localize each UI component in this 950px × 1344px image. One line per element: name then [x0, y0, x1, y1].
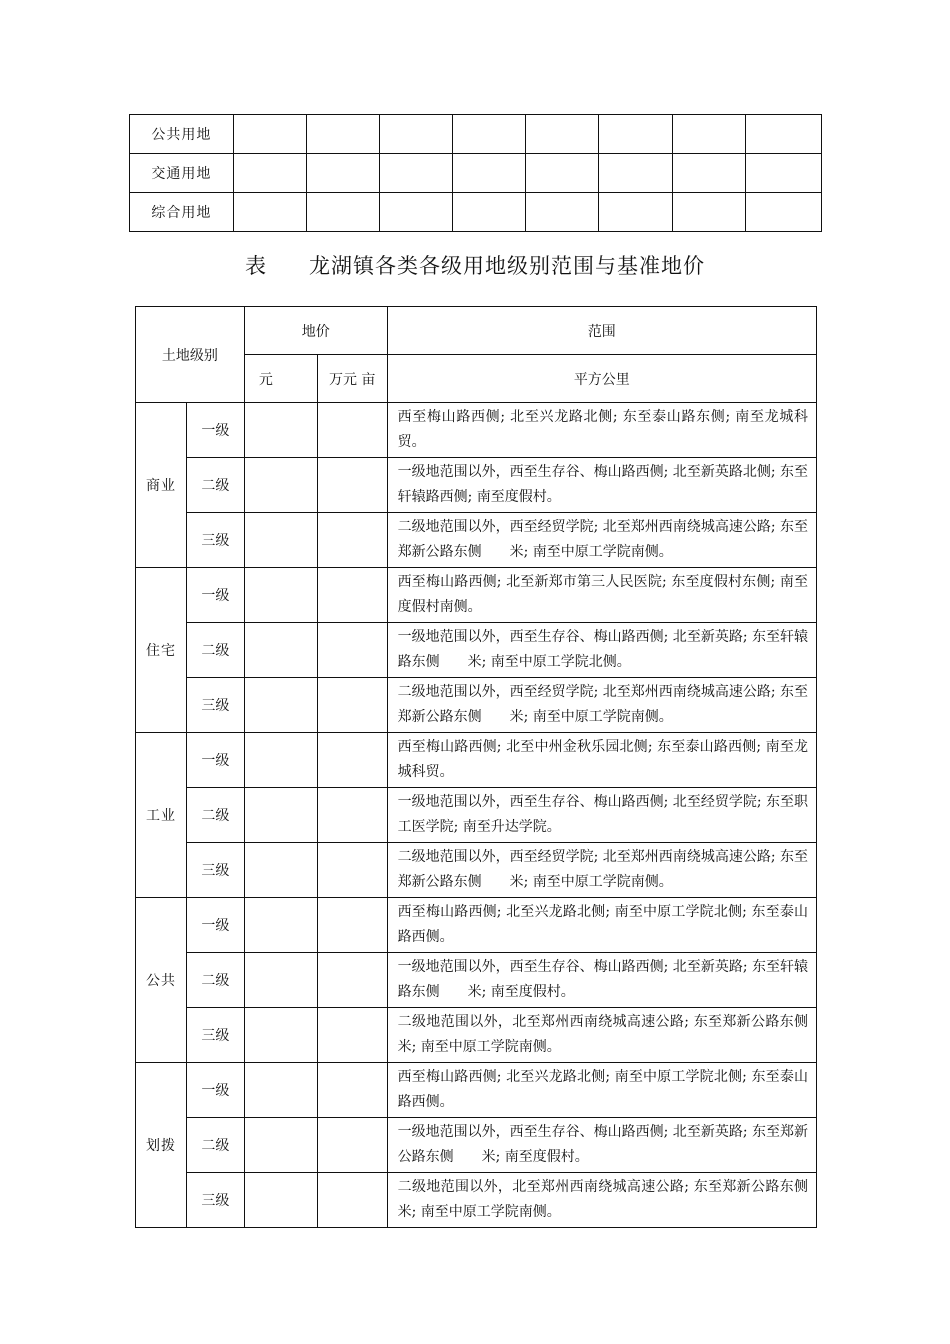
range-cell: 一级地范围以外，西至生存谷、梅山路西侧; 北至新英路; 东至轩辕路东侧 米; 南至度假村。 — [387, 953, 816, 1008]
top-table-empty-cell — [673, 115, 746, 154]
table-row — [136, 513, 817, 568]
top-table-empty-cell — [452, 115, 526, 154]
range-cell: 西至梅山路西侧; 北至兴龙路北侧; 南至中原工学院北侧; 东至泰山路西侧。 — [387, 1063, 816, 1118]
price-wan-cell — [317, 513, 387, 568]
price-yuan-cell — [244, 458, 317, 513]
range-cell: 一级地范围以外，西至生存谷、梅山路西侧; 北至新英路; 东至郑新公路东侧 米; 南至度假村。 — [387, 1118, 816, 1173]
range-cell: 二级地范围以外，西至经贸学院; 北至郑州西南绕城高速公路; 东至郑新公路东侧 米; 南至中原工学院南侧。 — [387, 513, 816, 568]
price-yuan-cell — [244, 403, 317, 458]
price-yuan-cell — [244, 898, 317, 953]
grade-cell: 二级 — [186, 623, 244, 678]
table-row — [136, 843, 817, 898]
top-table-row — [130, 154, 822, 193]
grade-cell: 一级 — [186, 403, 244, 458]
table-row — [136, 678, 817, 733]
price-wan-cell — [317, 678, 387, 733]
top-table-empty-cell — [526, 193, 599, 232]
top-table-empty-cell — [526, 115, 599, 154]
grade-cell: 三级 — [186, 1173, 244, 1228]
price-wan-cell — [317, 953, 387, 1008]
range-cell: 一级地范围以外，西至生存谷、梅山路西侧; 北至新英路; 东至轩辕路东侧 米; 南至中原工学院北侧。 — [387, 623, 816, 678]
header-unit-yuan: 元 — [244, 355, 317, 403]
grade-cell: 一级 — [186, 1063, 244, 1118]
price-wan-cell — [317, 1173, 387, 1228]
grade-cell: 二级 — [186, 458, 244, 513]
top-table-empty-cell — [599, 115, 673, 154]
table-row — [136, 733, 817, 788]
table-row — [136, 953, 817, 1008]
price-yuan-cell — [244, 953, 317, 1008]
range-cell: 西至梅山路西侧; 北至兴龙路北侧; 东至泰山路东侧; 南至龙城科贸。 — [387, 403, 816, 458]
top-table-empty-cell — [599, 193, 673, 232]
price-wan-cell — [317, 1008, 387, 1063]
price-yuan-cell — [244, 1008, 317, 1063]
top-table-empty-cell — [746, 154, 822, 193]
land-grade-price-table — [135, 306, 836, 1228]
table-row — [136, 1118, 817, 1173]
price-yuan-cell — [244, 1063, 317, 1118]
range-cell: 二级地范围以外，北至郑州西南绕城高速公路; 东至郑新公路东侧 米; 南至中原工学院南侧。 — [387, 1173, 816, 1228]
top-table-empty-cell — [526, 154, 599, 193]
header-land-grade: 土地级别 — [136, 307, 245, 403]
range-cell: 西至梅山路西侧; 北至兴龙路北侧; 南至中原工学院北侧; 东至泰山路西侧。 — [387, 898, 816, 953]
price-wan-cell — [317, 788, 387, 843]
grade-cell: 三级 — [186, 1008, 244, 1063]
price-wan-cell — [317, 733, 387, 788]
category-cell: 公共 — [136, 898, 187, 1063]
table-row — [136, 1063, 817, 1118]
range-cell: 二级地范围以外，北至郑州西南绕城高速公路; 东至郑新公路东侧 米; 南至中原工学院南侧。 — [387, 1008, 816, 1063]
header-price: 地价 — [244, 307, 387, 355]
price-yuan-cell — [244, 513, 317, 568]
price-wan-cell — [317, 568, 387, 623]
range-cell: 西至梅山路西侧; 北至中州金秋乐园北侧; 东至泰山路西侧; 南至龙城科贸。 — [387, 733, 816, 788]
top-table-empty-cell — [452, 193, 526, 232]
header-unit-area: 平方公里 — [387, 355, 816, 403]
top-table-empty-cell — [379, 154, 452, 193]
grade-cell: 二级 — [186, 953, 244, 1008]
category-cell: 商业 — [136, 403, 187, 568]
category-cell: 住宅 — [136, 568, 187, 733]
table-row — [136, 568, 817, 623]
range-cell: 西至梅山路西侧; 北至新郑市第三人民医院; 东至度假村东侧; 南至度假村南侧。 — [387, 568, 816, 623]
top-table-row — [130, 193, 822, 232]
table-title-prefix: 表 — [245, 254, 267, 278]
top-table-empty-cell — [673, 193, 746, 232]
grade-cell: 三级 — [186, 513, 244, 568]
top-table-empty-cell — [746, 115, 822, 154]
price-wan-cell — [317, 1118, 387, 1173]
top-table-empty-cell — [746, 193, 822, 232]
price-wan-cell — [317, 403, 387, 458]
top-table-row-label: 交通用地 — [130, 154, 234, 193]
top-table-empty-cell — [306, 115, 379, 154]
price-wan-cell — [317, 458, 387, 513]
price-yuan-cell — [244, 1173, 317, 1228]
price-yuan-cell — [244, 568, 317, 623]
price-yuan-cell — [244, 788, 317, 843]
top-table-empty-cell — [233, 193, 306, 232]
range-cell: 二级地范围以外，西至经贸学院; 北至郑州西南绕城高速公路; 东至郑新公路东侧 米; 南至中原工学院南侧。 — [387, 843, 816, 898]
top-table-row — [130, 115, 822, 154]
grade-cell: 三级 — [186, 678, 244, 733]
table-row — [136, 623, 817, 678]
top-table-empty-cell — [379, 193, 452, 232]
top-table-empty-cell — [233, 154, 306, 193]
category-cell: 工业 — [136, 733, 187, 898]
grade-cell: 二级 — [186, 1118, 244, 1173]
price-yuan-cell — [244, 843, 317, 898]
table-title-text: 龙湖镇各类各级用地级别范围与基准地价 — [309, 254, 705, 278]
top-table-empty-cell — [599, 154, 673, 193]
top-table-empty-cell — [233, 115, 306, 154]
grade-cell: 一级 — [186, 733, 244, 788]
top-table-empty-cell — [306, 193, 379, 232]
range-cell: 二级地范围以外，西至经贸学院; 北至郑州西南绕城高速公路; 东至郑新公路东侧 米; 南至中原工学院南侧。 — [387, 678, 816, 733]
price-yuan-cell — [244, 623, 317, 678]
top-land-use-table — [129, 114, 822, 232]
table-row — [136, 898, 817, 953]
price-yuan-cell — [244, 1118, 317, 1173]
grade-cell: 一级 — [186, 898, 244, 953]
price-yuan-cell — [244, 733, 317, 788]
grade-cell: 一级 — [186, 568, 244, 623]
grade-cell: 三级 — [186, 843, 244, 898]
range-cell: 一级地范围以外，西至生存谷、梅山路西侧; 北至新英路北侧; 东至轩辕路西侧; 南至度假村。 — [387, 458, 816, 513]
table-row — [136, 1008, 817, 1063]
table-row — [136, 788, 817, 843]
grade-cell: 二级 — [186, 788, 244, 843]
top-table-empty-cell — [673, 154, 746, 193]
table-row — [136, 458, 817, 513]
price-wan-cell — [317, 1063, 387, 1118]
header-unit-wan-mu: 万元 亩 — [317, 355, 387, 403]
top-table-row-label: 公共用地 — [130, 115, 234, 154]
price-yuan-cell — [244, 678, 317, 733]
table-title — [0, 250, 950, 280]
header-range: 范围 — [387, 307, 816, 355]
price-wan-cell — [317, 623, 387, 678]
top-table-row-label: 综合用地 — [130, 193, 234, 232]
table-row — [136, 1173, 817, 1228]
top-table-empty-cell — [306, 154, 379, 193]
table-row — [136, 403, 817, 458]
range-cell: 一级地范围以外，西至生存谷、梅山路西侧; 北至经贸学院; 东至职工医学院; 南至升达学院。 — [387, 788, 816, 843]
price-wan-cell — [317, 843, 387, 898]
top-table-empty-cell — [379, 115, 452, 154]
top-table-empty-cell — [452, 154, 526, 193]
category-cell: 划拨 — [136, 1063, 187, 1228]
price-wan-cell — [317, 898, 387, 953]
